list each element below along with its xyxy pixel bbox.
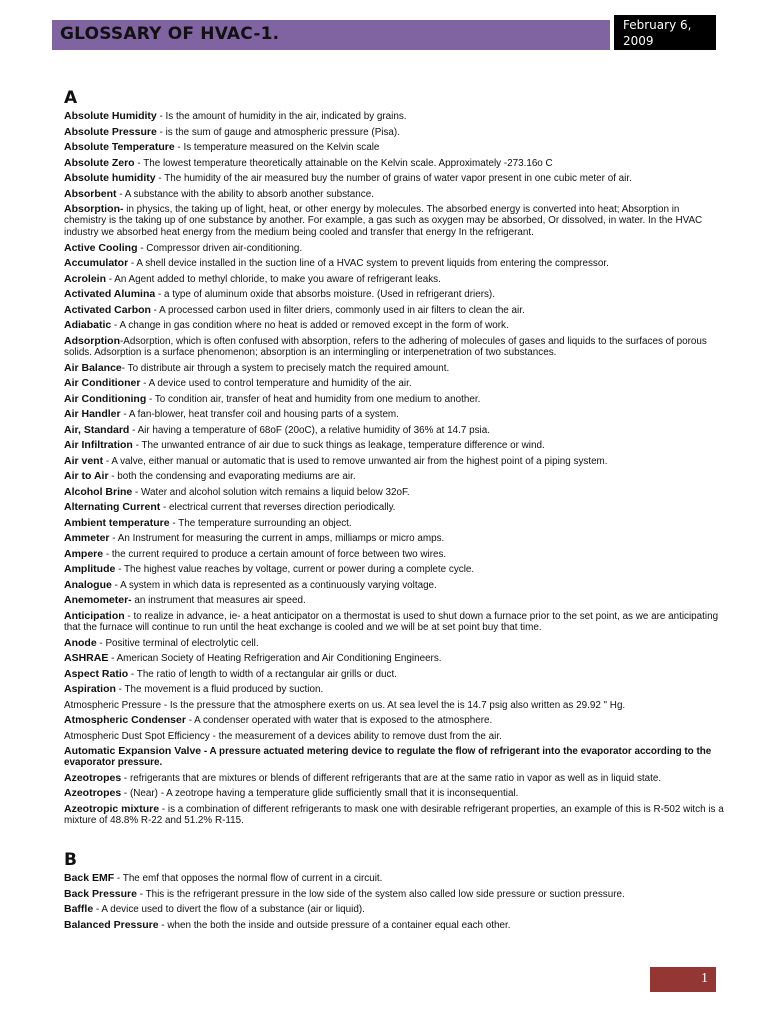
glossary-definition: - The movement is a fluid produced by suction. — [115, 684, 324, 696]
glossary-definition: - A processed carbon used in filter driers, commonly used in air filters to clean the air. — [150, 304, 525, 316]
date-line-2: 2009 — [623, 34, 654, 48]
glossary-term: Ambient temperature — [64, 516, 170, 529]
glossary-entry — [64, 684, 724, 695]
glossary-term: Air to Air — [64, 470, 109, 483]
glossary-definition: - refrigerants that are mixtures or blends of different refrigerants that are at the same ratio in vapor as well as in liquid state. — [121, 772, 662, 784]
glossary-definition: an instrument that measures air speed. — [131, 595, 306, 607]
glossary-definition: - An Agent added to methyl chloride, to make you aware of refrigerant leaks. — [106, 273, 441, 285]
glossary-term: Anode — [64, 636, 97, 649]
glossary-entry — [64, 788, 724, 799]
glossary-term: Accumulator — [64, 257, 129, 270]
glossary-term: Air Handler — [64, 408, 121, 421]
glossary-definition: - A valve, either manual or automatic that is used to remove unwanted air from the highest point of a piping system. — [103, 455, 608, 467]
glossary-term: Atmospheric Condenser — [64, 714, 186, 727]
glossary-entry — [64, 243, 724, 254]
glossary-term: Alcohol Brine — [64, 485, 133, 498]
glossary-entry — [64, 173, 724, 184]
glossary-term: Absolute Temperature — [64, 141, 175, 153]
glossary-definition: - The temperature surrounding an object. — [169, 517, 352, 529]
glossary-term: Activated Carbon — [64, 303, 151, 316]
glossary-entry — [64, 363, 724, 374]
glossary-term: Azeotropes — [64, 771, 122, 784]
glossary-entry — [64, 804, 724, 826]
glossary-term: Absorption- — [64, 203, 124, 215]
glossary-entry — [64, 409, 724, 420]
glossary-term: Back Pressure — [64, 887, 137, 900]
glossary-entry — [64, 111, 724, 122]
glossary-definition: - The lowest temperature theoretically attainable on the Kelvin scale. Approximately -273.16o C — [134, 157, 553, 169]
glossary-definition: - The ratio of length to width of a rectangular air grills or duct. — [128, 668, 397, 680]
glossary-entry — [64, 920, 724, 931]
glossary-definition: - A device used to control temperature and humidity of the air. — [140, 378, 412, 390]
glossary-entry — [64, 204, 724, 238]
glossary-definition: - A substance with the ability to absorb another substance. — [116, 188, 374, 200]
glossary-term: Ammeter — [64, 532, 110, 545]
document-title: GLOSSARY OF HVAC-1. — [60, 24, 280, 44]
glossary-term: ASHRAE — [64, 652, 109, 665]
glossary-term: Air Infiltration — [64, 439, 133, 452]
glossary-entry — [64, 564, 724, 575]
glossary-entry — [64, 731, 724, 742]
glossary-definition: - Positive terminal of electrolytic cell. — [96, 637, 259, 649]
glossary-definition: - electrical current that reverses direction periodically. — [160, 502, 396, 514]
glossary-definition: in physics, the taking up of light, heat, or other energy by molecules. The absorbed energy is converted into heat; Absorption in chemistry is the taking up of one substance by another. For example, a gas such as oxygen may be absorbed, Or dissolved, in water. In the HVAC industry we absorbed heat energy from the medium being cooled and transfer that energy In the refrigerant. — [64, 204, 703, 238]
glossary-entry — [64, 289, 724, 300]
glossary-definition: Atmospheric Pressure - Is the pressure that the atmosphere exerts on us. At sea level the is 14.7 psig also written as 29.92 " Hg. — [64, 699, 626, 711]
glossary-definition: - both the condensing and evaporating mediums are air. — [108, 471, 356, 483]
glossary-term: Ampere — [64, 547, 104, 560]
glossary-term: Absolute Pressure — [64, 125, 157, 138]
glossary-definition: - Air having a temperature of 68oF (20oC), a relative humidity of 36% at 14.7 psia. — [129, 424, 490, 436]
section-letter: B — [64, 850, 77, 871]
glossary-entry — [64, 549, 724, 560]
section-a — [64, 88, 724, 826]
glossary-definition: - The humidity of the air measured buy the number of grains of water vapor present in one cubic meter of air. — [155, 173, 632, 184]
glossary-term: Anemometer- — [64, 594, 132, 607]
glossary-definition: - is a combination of different refrigerants to mask one with desirable refrigerant properties, an example of this is R-502 witch is a mixture of 48.8% R-22 and 51.2% R-115. — [64, 803, 724, 827]
glossary-term: Active Cooling — [64, 241, 138, 254]
glossary-term: Air Conditioning — [64, 392, 147, 405]
glossary-entry — [64, 638, 724, 649]
date-line-1: February 6, — [623, 18, 692, 32]
glossary-term: Air Balance — [64, 361, 122, 374]
glossary-term: Absolute Zero — [64, 156, 135, 169]
glossary-definition: - A change in gas condition where no heat is added or removed except in the form of work. — [111, 320, 509, 332]
glossary-entry — [64, 715, 724, 726]
glossary-definition: - This is the refrigerant pressure in the low side of the system also called low side pressure or suction pressure. — [136, 888, 625, 900]
glossary-definition: - The emf that opposes the normal flow of current in a circuit. — [114, 873, 383, 885]
date-box — [614, 15, 716, 50]
section-letter: A — [64, 88, 78, 108]
glossary-entry — [64, 320, 724, 331]
glossary-entry — [64, 669, 724, 680]
page-number: 1 — [701, 971, 708, 986]
glossary-definition: - is the sum of gauge and atmospheric pressure (Pisa). — [156, 126, 400, 138]
glossary-term: Back EMF — [64, 872, 115, 885]
glossary-term: Automatic Expansion Valve — [64, 745, 202, 758]
glossary-term: Adiabatic — [64, 319, 112, 332]
glossary-definition: - to realize in advance, ie- a heat anticipator on a thermostat is used to shut down a furnace prior to the set point, as we are anticipating that the furnace will continue to run until the heat exchange is cooled and we will be at set point buy that time. — [64, 610, 719, 634]
glossary-entries — [64, 873, 724, 931]
glossary-term: Acrolein — [64, 272, 107, 285]
glossary-entry — [64, 305, 724, 316]
glossary-entry — [64, 533, 724, 544]
glossary-entry — [64, 378, 724, 389]
glossary-definition: - A shell device installed in the suction line of a HVAC system to prevent liquids from entering the compressor. — [128, 258, 609, 270]
glossary-definition: - Is the amount of humidity in the air, indicated by grains. — [156, 111, 407, 122]
glossary-entry — [64, 518, 724, 529]
glossary-content — [64, 88, 724, 935]
glossary-term: Absolute humidity — [64, 172, 156, 184]
glossary-definition: - a type of aluminum oxide that absorbs moisture. (Used in refrigerant driers). — [155, 289, 495, 301]
glossary-definition: - when the both the inside and outside pressure of a container equal each other. — [158, 919, 511, 931]
glossary-definition: - A condenser operated with water that is exposed to the atmosphere. — [185, 715, 493, 727]
glossary-term: Analogue — [64, 578, 112, 591]
glossary-entry — [64, 425, 724, 436]
glossary-entry — [64, 456, 724, 467]
glossary-term: Balanced Pressure — [64, 918, 159, 931]
glossary-term: Amplitude — [64, 563, 116, 576]
glossary-definition: - Compressor driven air-conditioning. — [137, 242, 303, 254]
glossary-entry — [64, 611, 724, 634]
glossary-entry — [64, 142, 724, 153]
glossary-definition: - (Near) - A zeotrope having a temperature glide sufficiently small that it is inconsequential. — [121, 788, 519, 800]
glossary-entry — [64, 653, 724, 664]
glossary-entry — [64, 889, 724, 900]
glossary-entry — [64, 127, 724, 138]
glossary-definition: - To condition air, transfer of heat and humidity from one medium to another. — [146, 393, 481, 405]
glossary-entry — [64, 595, 724, 606]
glossary-term: Azeotropic mixture — [64, 802, 160, 815]
glossary-entry — [64, 873, 724, 884]
glossary-term: Anticipation — [64, 609, 125, 622]
glossary-entries — [64, 111, 724, 826]
glossary-definition: - Is temperature measured on the Kelvin scale — [174, 142, 380, 153]
glossary-definition: - the current required to produce a certain amount of force between two wires. — [103, 548, 447, 560]
glossary-definition: - A device used to divert the flow of a substance (air or liquid). — [93, 904, 365, 916]
glossary-entry — [64, 258, 724, 269]
glossary-definition: - A system in which data is represented as a continuously varying voltage. — [111, 579, 437, 591]
glossary-entry — [64, 189, 724, 200]
glossary-entry — [64, 471, 724, 482]
glossary-definition: - Water and alcohol solution witch remains a liquid below 32oF. — [132, 486, 410, 498]
glossary-term: Air, Standard — [64, 423, 130, 436]
glossary-entry — [64, 336, 724, 359]
section-b — [64, 850, 724, 931]
glossary-term: Absolute Humidity — [64, 110, 157, 122]
glossary-entry — [64, 158, 724, 169]
glossary-entry — [64, 487, 724, 498]
glossary-term: Aspect Ratio — [64, 667, 129, 680]
glossary-definition: - The highest value reaches by voltage, current or power during a complete cycle. — [115, 564, 475, 576]
glossary-term: Aspiration — [64, 683, 116, 696]
glossary-term: Alternating Current — [64, 501, 161, 514]
glossary-entry — [64, 773, 724, 784]
glossary-term: Absorbent — [64, 187, 117, 200]
glossary-entry — [64, 904, 724, 915]
glossary-entry — [64, 746, 724, 768]
glossary-definition: - A fan-blower, heat transfer coil and housing parts of a system. — [120, 409, 399, 421]
glossary-definition: - A pressure actuated metering device to regulate the flow of refrigerant into the evaporator according to the evaporator pressure. — [64, 746, 712, 769]
glossary-definition: - The unwanted entrance of air due to suck things as leakage, temperature difference or wind. — [132, 440, 545, 452]
glossary-definition: - An Instrument for measuring the current in amps, milliamps or micro amps. — [109, 533, 445, 545]
glossary-definition: -Adsorption, which is often confused with absorption, refers to the adhering of molecules of gases and liquids to the surfaces of porous solids. Adsorption is a surface phenomenon; absorption is an intermingling or interpenetration of two substances. — [64, 335, 707, 358]
glossary-definition: - American Society of Heating Refrigeration and Air Conditioning Engineers. — [108, 653, 442, 665]
glossary-entry — [64, 580, 724, 591]
glossary-entry — [64, 440, 724, 451]
glossary-entry — [64, 502, 724, 513]
glossary-entry — [64, 274, 724, 285]
glossary-entry — [64, 700, 724, 711]
glossary-term: Air Conditioner — [64, 377, 141, 390]
glossary-term: Air vent — [64, 454, 104, 467]
glossary-term: Baffle — [64, 903, 94, 916]
page-number-box — [650, 967, 716, 992]
glossary-term: Activated Alumina — [64, 288, 156, 301]
glossary-term: Azeotropes — [64, 787, 122, 800]
glossary-definition: Atmospheric Dust Spot Efficiency - the measurement of a devices ability to remove dust from the air. — [64, 730, 502, 742]
glossary-term: Adsorption — [64, 334, 120, 347]
glossary-entry — [64, 394, 724, 405]
glossary-definition: - To distribute air through a system to precisely match the required amount. — [121, 362, 450, 374]
